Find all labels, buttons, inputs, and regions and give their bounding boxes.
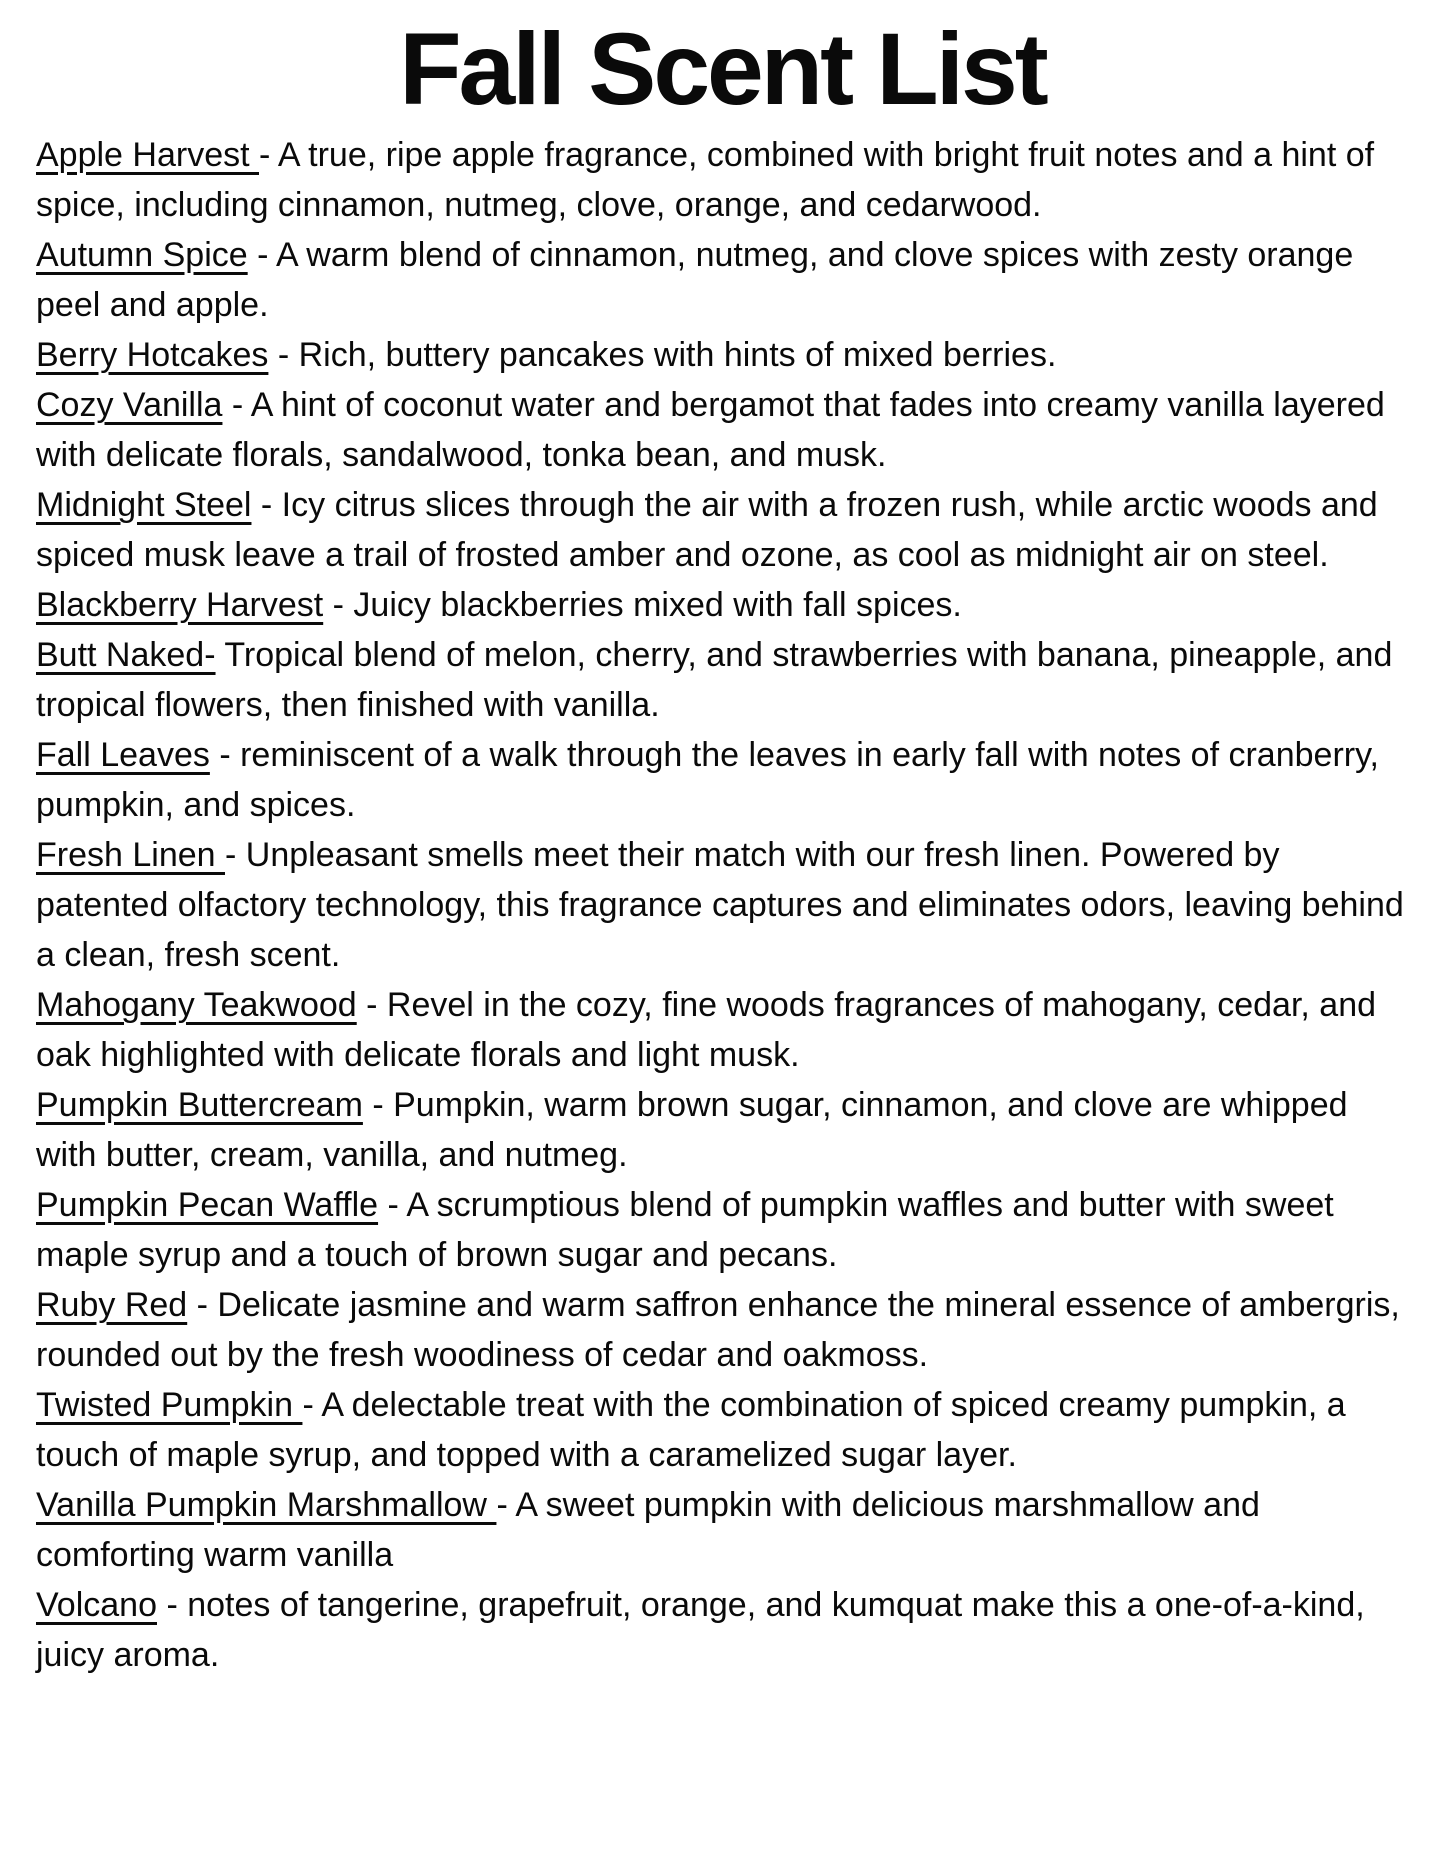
scent-entry [36,1080,1417,1180]
scent-description: - Juicy blackberries mixed with fall spices. [323,586,962,625]
scent-entry [36,630,1417,730]
scent-entry [36,830,1417,980]
scent-entry [36,1380,1417,1480]
scent-name: Butt Naked- [36,636,216,675]
scent-description: - Delicate jasmine and warm saffron enhance the mineral essence of ambergris, rounded out by the fresh woodiness of cedar and oakmoss. [36,1286,1400,1375]
scent-entry [36,230,1417,330]
scent-description: - Rich, buttery pancakes with hints of mixed berries. [268,336,1057,375]
scent-description: - Pumpkin, warm brown sugar, cinnamon, and clove are whipped with butter, cream, vanilla, and nutmeg. [36,1086,1348,1175]
scent-name: Fall Leaves [36,736,210,775]
scent-list [0,124,1445,1680]
scent-entry [36,730,1417,830]
scent-description: - A sweet pumpkin with delicious marshmallow and comforting warm vanilla [36,1486,1260,1575]
scent-name: Autumn Spice [36,236,248,275]
scent-name: Volcano [36,1586,157,1625]
page-title: Fall Scent List [399,12,1046,126]
scent-entry [36,1580,1417,1680]
scent-name: Cozy Vanilla [36,386,223,425]
scent-name: Fresh Linen [36,836,225,875]
scent-description: Tropical blend of melon, cherry, and strawberries with banana, pineapple, and tropical flowers, then finished with vanilla. [36,636,1393,725]
scent-entry [36,330,1417,380]
scent-description: - A true, ripe apple fragrance, combined with bright fruit notes and a hint of spice, including cinnamon, nutmeg, clove, orange, and cedarwood. [36,136,1375,225]
scent-entry [36,1480,1417,1580]
scent-entry [36,480,1417,580]
scent-entry [36,1280,1417,1380]
scent-name: Apple Harvest [36,136,259,175]
scent-description: - reminiscent of a walk through the leaves in early fall with notes of cranberry, pumpkin, and spices. [36,736,1380,825]
scent-name: Twisted Pumpkin [36,1386,303,1425]
scent-description: - notes of tangerine, grapefruit, orange, and kumquat make this a one-of-a-kind, juicy aroma. [36,1586,1365,1675]
scent-entry [36,980,1417,1080]
scent-name: Pumpkin Buttercream [36,1086,363,1125]
scent-description: - A scrumptious blend of pumpkin waffles and butter with sweet maple syrup and a touch of brown sugar and pecans. [36,1186,1334,1275]
scent-description: - A hint of coconut water and bergamot that fades into creamy vanilla layered with delicate florals, sandalwood, tonka bean, and musk. [36,386,1385,475]
scent-description: - A delectable treat with the combination of spiced creamy pumpkin, a touch of maple syrup, and topped with a caramelized sugar layer. [36,1386,1346,1475]
scent-entry [36,130,1417,230]
scent-name: Berry Hotcakes [36,336,269,375]
scent-entry [36,580,1417,630]
scent-description: - Revel in the cozy, fine woods fragrances of mahogany, cedar, and oak highlighted with delicate florals and light musk. [36,986,1377,1075]
scent-entry [36,380,1417,480]
scent-name: Ruby Red [36,1286,188,1325]
scent-name: Pumpkin Pecan Waffle [36,1186,379,1225]
scent-name: Midnight Steel [36,486,252,525]
scent-name: Mahogany Teakwood [36,986,357,1025]
scent-name: Blackberry Harvest [36,586,324,625]
scent-name: Vanilla Pumpkin Marshmallow [36,1486,497,1525]
scent-entry [36,1180,1417,1280]
scent-description: - Icy citrus slices through the air with a frozen rush, while arctic woods and spiced musk leave a trail of frosted amber and ozone, as cool as midnight air on steel. [36,486,1378,575]
scent-description: - A warm blend of cinnamon, nutmeg, and clove spices with zesty orange peel and apple. [36,236,1354,325]
scent-description: - Unpleasant smells meet their match with our fresh linen. Powered by patented olfactory technology, this fragrance captures and eliminates odors, leaving behind a clean, fresh scent. [36,836,1404,975]
